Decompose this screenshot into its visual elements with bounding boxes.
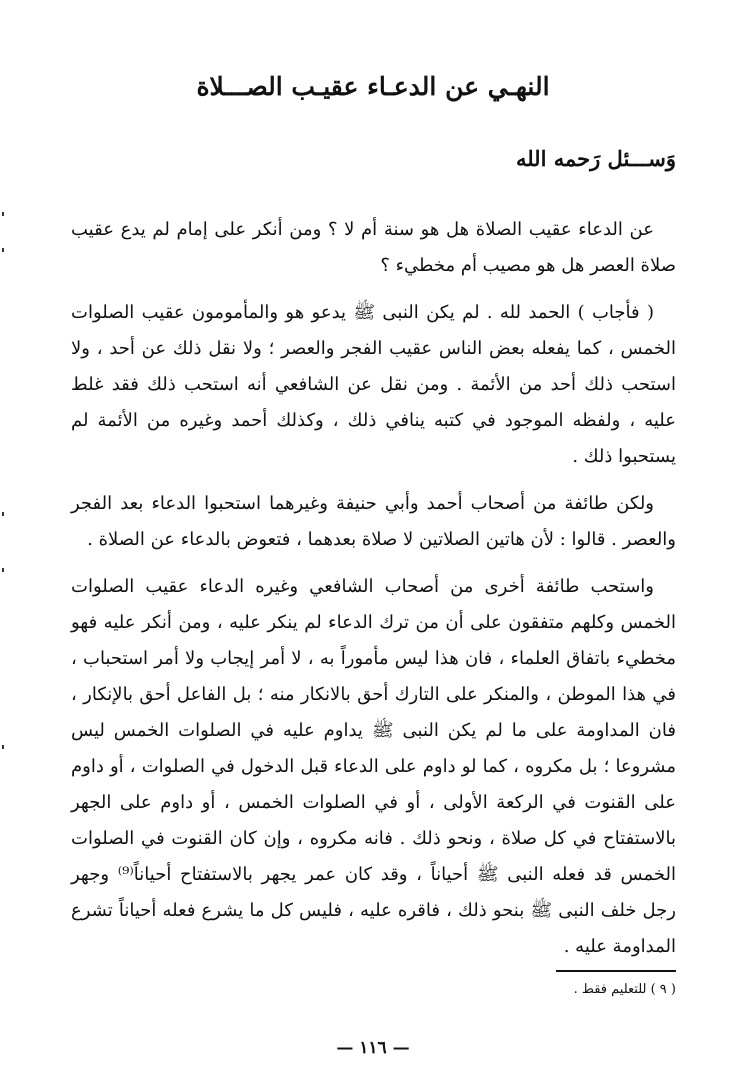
section-subtitle: وَســـئل رَحمه الله xyxy=(515,146,676,171)
margin-mark xyxy=(2,512,4,516)
paragraph-ruling: واستحب طائفة أخرى من أصحاب الشافعي وغيره الدعاء عقيب الصلوات الخمس وكلهم متفقون على أن من ترك الدعاء لم ينكر عليه ، ومن أنكر عليه فهو مخطيء باتفاق العلماء ، فان هذا ليس مأموراً به ، لا أمر إيجاب ولا أمر استحباب ، في هذا الموطن ، والمنكر على التارك أحق بالانكار منه ؛ بل الفاعل أحق بالإنكار ، فان المداومة على ما لم يكن النبى ﷺ يداوم عليه في الصلوات الخمس ليس مشروعا ؛ بل مكروه ، كما لو داوم على الدعاء قبل الدخول في الصلوات ، أو داوم على القنوت في الركعة الأولى ، أو في الصلوات الخمس ، أو داوم على الجهر بالاستفتاح في كل صلاة ، ونحو ذلك . فانه مكروه ، وإن كان القنوت في الصلوات الخمس قد فعله النبى ﷺ أحياناً ، وقد كان عمر يجهر بالاستفتاح أحياناً⁽⁹⁾ وجهر رجل خلف النبى ﷺ بنحو ذلك ، فاقره عليه ، فليس كل ما يشرع فعله أحياناً تشرع المداومة عليه . xyxy=(71,576,676,957)
margin-mark xyxy=(2,745,4,749)
body-text xyxy=(71,212,676,976)
footnote-divider xyxy=(556,970,676,972)
margin-mark xyxy=(2,248,4,252)
page-number: — ١١٦ — xyxy=(336,1038,410,1058)
paragraph-answer: ( فأجاب ) الحمد لله . لم يكن النبى ﷺ يدعو هو والمأمومون عقيب الصلوات الخمس ، كما يفعله بعض الناس عقيب الفجر والعصر ؛ ولا نقل ذلك عن أحد ، ولا استحب ذلك أحد من الأئمة . ومن نقل عن الشافعي أنه استحب ذلك فقد غلط عليه ، ولفظه الموجود في كتبه ينافي ذلك ، وكذلك أحمد وغيره من الأئمة لم يستحبوا ذلك . xyxy=(71,302,676,467)
page-title: النهـي عن الدعـاء عقيـب الصـــلاة xyxy=(196,72,550,101)
margin-mark xyxy=(2,568,4,572)
paragraph-question: عن الدعاء عقيب الصلاة هل هو سنة أم لا ؟ ومن أنكر على إمام لم يدع عقيب صلاة العصر هل هو مصيب أم مخطيء ؟ xyxy=(71,219,676,276)
paragraph-other-view: ولكن طائفة من أصحاب أحمد وأبي حنيفة وغيرهما استحبوا الدعاء بعد الفجر والعصر . قالوا : لأن هاتين الصلاتين لا صلاة بعدهما ، فتعوض بالدعاء عن الصلاة . xyxy=(71,493,676,550)
footnote: ( ٩ ) للتعليم فقط . xyxy=(573,982,676,997)
margin-mark xyxy=(2,212,4,216)
